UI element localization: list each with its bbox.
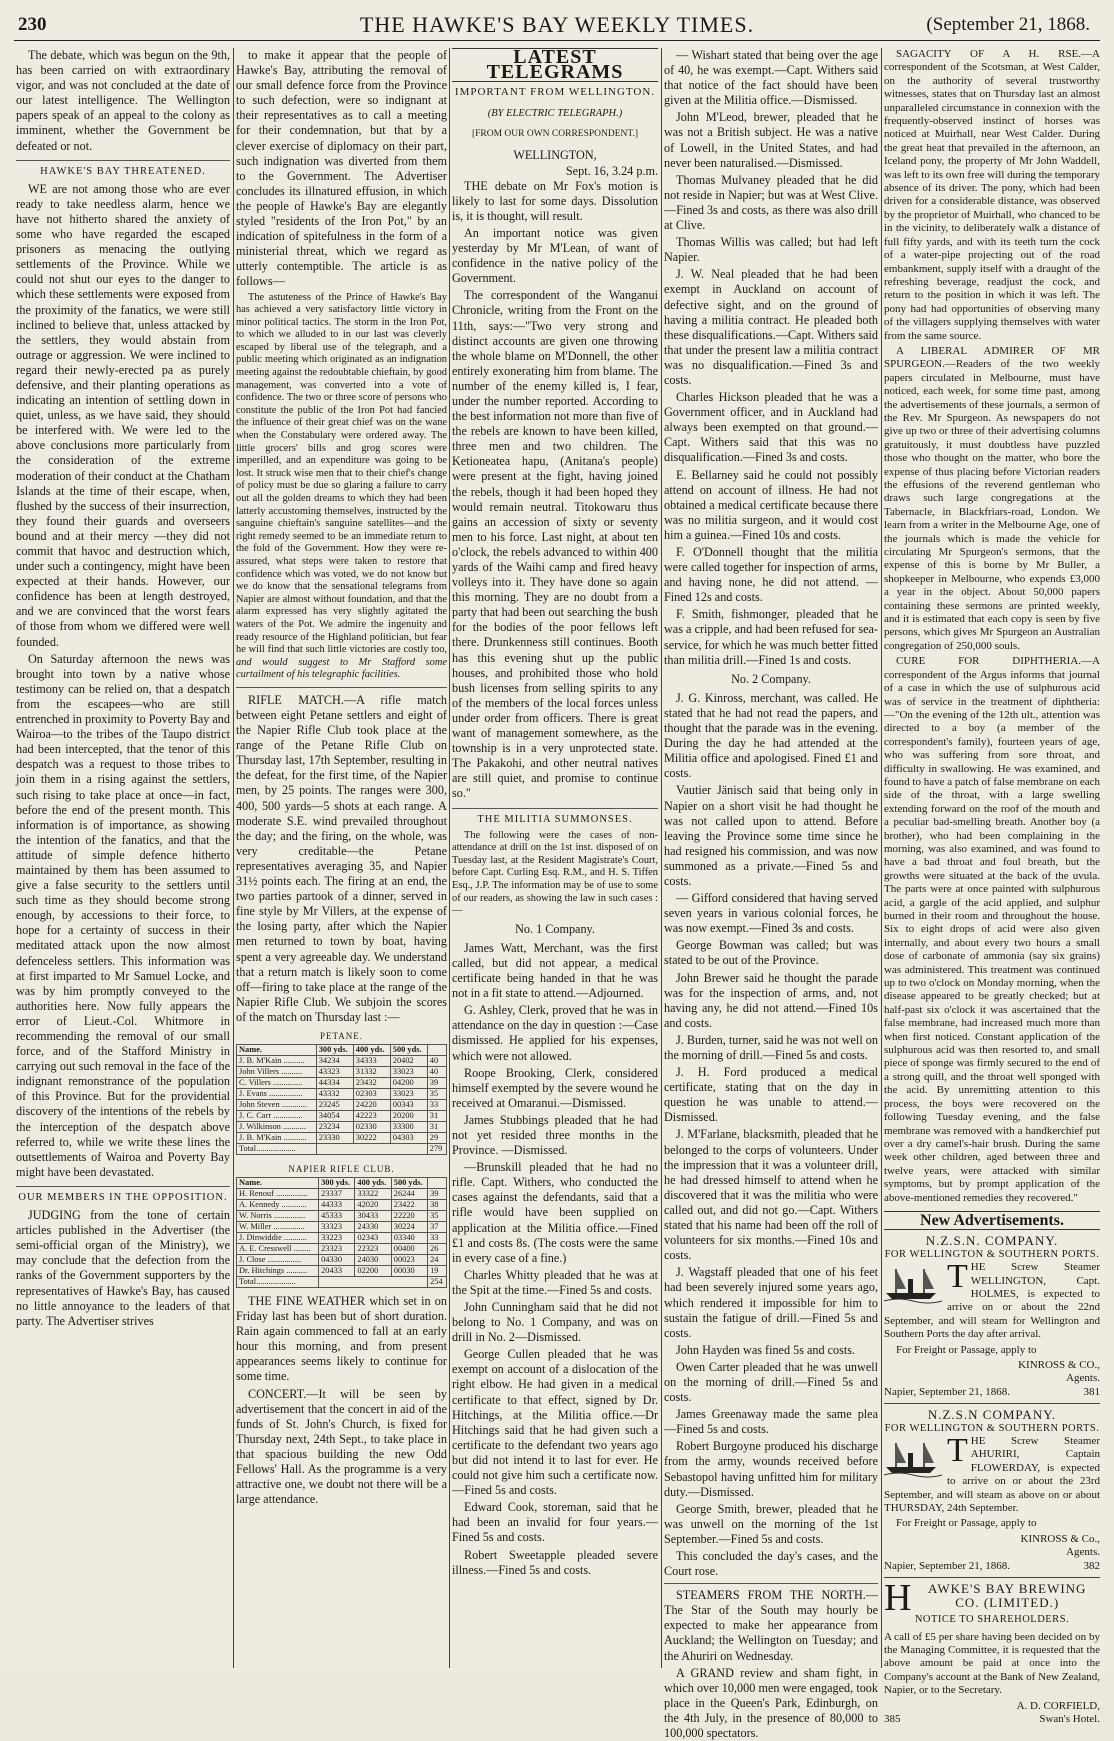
summonses-intro: The following were the cases of non-attendance at drill on the 1st inst. disposed of on Tuesday last, at the Resident Magistrate's Court, before Capt. Curling Esq. R.M., and H. S. Tiffen Esq., J.P. The information may be of use to some of our readers, as showing the law in such cases :— bbox=[452, 829, 658, 917]
table-cell: W. Norris ............... bbox=[237, 1210, 319, 1221]
table-row bbox=[237, 1188, 447, 1199]
ad-signer: A. D. CORFIELD, bbox=[1016, 1699, 1100, 1712]
table-cell: 43332 bbox=[316, 1088, 353, 1099]
case-paragraph: Thomas Mulvaney pleaded that he did not reside in Napier; but was at West Clive.—Fined 3s and costs, as there was also drill at Clive. bbox=[664, 172, 878, 233]
table-cell: W. Miller ............... bbox=[237, 1221, 319, 1232]
total-value: 279 bbox=[427, 1143, 446, 1154]
paragraph-text: —A correspondent of the Argus informs that journal of a case in which the use of sulphurous acid was of service in the treatment of diphtheria: —"On the evening of the 12th ult., attention was directed to a boy (a member of the correspondent's family), fourteen years of age, who was suffering from sore throat, and difficulty in swallowing. He was examined, and found to have a patch of false membrane on each side of the throat, with a large swelling extending forward on the roof of the mouth and a peculiar bad-smelling breath. Another boy (a brother), who had been complaining in the morning, was also examined, and was found to have a bad throat and foul breath, but the growths were situated at the back of the uvula. The parts were at once painted with sulphurous acid, a gargle of the acid applied, and sulphur burned in their room and throughout the house. Six to eight drops of acid were also given internally, and about every two hours a small dose of carbonate of ammonia (say six grains) was administered. This treatment was continued up to two o'clock on Monday morning, when the disease appeared to be greatly checked; but at half-past six o'clock it was ascertained that the false membrane, had increased much more than when first noticed. Constant application of the sulphurous acid was then resorted to, and small piece of sponge was firmly secured to the end of a strong quill, and the throat well sponged with the acid. By unremitting attention to this process, the boys were recovered on the following Tuesday evening, and the false membrane was removed with a handkerchief put over a dry camel's-hair brush. During the same week other children, aged between three and twelve years, were attacked with similar symptoms, but by prompt application of the above-mentioned remedies they recovered." bbox=[884, 655, 1100, 1204]
table-row bbox=[237, 1110, 447, 1121]
table-cell: 34333 bbox=[353, 1055, 390, 1066]
table-cell: Dr. Hitchings .......... bbox=[237, 1265, 319, 1276]
case-paragraph: J. M'Farlane, blacksmith, pleaded that he belonged to the corps of volunteers. Under the impression that it was a volunteer drill, he had dressed himself to attend when he discovered that it was the militia who were called out, and did not go.—Capt. Withers stated that his name had been off the roll of volunteers for six months.—Fined 10s and costs. bbox=[664, 1127, 878, 1263]
table-cell: 33223 bbox=[319, 1232, 355, 1243]
diphtheria-paragraph bbox=[884, 655, 1100, 1205]
case-paragraph: James Stubbings pleaded that he had not yet resided three months in the Province. —Dismissed. bbox=[452, 1112, 658, 1158]
fine-weather-paragraph bbox=[236, 1294, 447, 1385]
table-cell: 20402 bbox=[390, 1055, 427, 1066]
petane-score-table bbox=[236, 1028, 447, 1155]
table-cell: 30433 bbox=[355, 1210, 391, 1221]
case-paragraph: John Hayden was fined 5s and costs. bbox=[676, 1342, 856, 1357]
case-paragraph: —Brunskill pleaded that he had no rifle. Capt. Withers, who conducted the cases against the defendants, said that a rifle would have been supplied on application at the Militia office.—Fined £1 and costs 8s. (The costs were the same in every case of a fine.) bbox=[452, 1160, 658, 1265]
table-cell: 35 bbox=[427, 1088, 446, 1099]
table-cell: 33323 bbox=[319, 1221, 355, 1232]
advertisement-wellington bbox=[884, 1234, 1100, 1404]
table-cell: 02330 bbox=[353, 1121, 390, 1132]
table-cell: 39 bbox=[428, 1188, 447, 1199]
table-cell: J. B. M'Kain ........... bbox=[237, 1132, 317, 1143]
case-paragraph: George Cullen pleaded that he was exempt on account of a dislocation of the right elbow. He had given in a medical certificate to that effect, signed by Dr. Hitchings, at the Militia office.—Dr Hitchings said that he had given such a certificate to the defendant two years ago but did not intend it to last for ever. He could not give him such a certificate now. —Fined 5s and costs. bbox=[452, 1347, 658, 1498]
table-header: 300 yds. bbox=[316, 1044, 353, 1055]
table-cell: 26 bbox=[428, 1243, 447, 1254]
column-3 bbox=[452, 48, 658, 1668]
table-cell: 26244 bbox=[391, 1188, 427, 1199]
table-cell: J. Close ................ bbox=[237, 1254, 319, 1265]
table-cell: 23422 bbox=[391, 1199, 427, 1210]
table-cell: 23330 bbox=[316, 1132, 353, 1143]
table-total-row bbox=[237, 1143, 447, 1154]
paragraph-text: which set in on Friday last has been but of short duration. Rain again commenced to fall at an early hour this morning, and from present appearances seems likely to continue for some time. bbox=[236, 1293, 447, 1384]
ad-dropcap: H bbox=[884, 1577, 912, 1620]
table-row bbox=[237, 1254, 447, 1265]
table-cell: 33023 bbox=[390, 1088, 427, 1099]
table-cell: J. Evans ................ bbox=[237, 1088, 317, 1099]
table-row bbox=[237, 1199, 447, 1210]
ad-body: HE Screw Steamer WELLINGTON, Capt. HOLMES, is expected to arrive on or about the 22nd September, and will steam for Wellington and Southern Ports the day after arrival. bbox=[884, 1261, 1100, 1341]
paragraph-lead: A LIBERAL ADMIRER OF MR SPURGEON. bbox=[884, 344, 1100, 371]
quote-ending: and would suggest to Mr Stafford some curtailment of his telegraphic facilities. bbox=[236, 656, 447, 681]
paragraph-lead: THE FINE WEATHER bbox=[248, 1293, 366, 1308]
table-row bbox=[237, 1210, 447, 1221]
table-header: 400 yds. bbox=[355, 1177, 391, 1188]
table-cell: 02343 bbox=[355, 1232, 391, 1243]
table-cell: A. Kennedy ............ bbox=[237, 1199, 319, 1210]
case-paragraph: — Gifford considered that having served seven years in various colonial forces, he was now exempt.—Fined 3s and costs. bbox=[664, 891, 878, 936]
paragraph-text: —A correspondent of the Scotsman, at West Calder, on the authority of several trustworthy witnesses, states that on Thursday last an almost unparalleled circumstance in connexion with the frequently-observed instinct of horses was noticed at Muirhall, near West Calder. During the great heat that prevailed in the afternoon, an Iceland pony, the property of Mr John Waddell, was left to its own free will during the temporary absence of its driver. The pony, which had been driven for a considerable distance, was observed by the proprietor of Muirhall, who chanced to be in the vicinity, to deliberately walk a distance of full fifty yards, and with its teeth turn the cock of a water-pipe projecting out of the road embankment, supply itself with a draught of the refreshing beverage, readjust the cock, and return to the position in which it was left. The pony had had opportunities of observing many of the villagers supplying themselves with water from the same source. bbox=[884, 48, 1100, 342]
militia-summonses-heading: THE MILITIA SUMMONSES. bbox=[452, 808, 658, 827]
table-row bbox=[237, 1265, 447, 1276]
table-cell: 44333 bbox=[319, 1199, 355, 1210]
table-cell: 23323 bbox=[319, 1243, 355, 1254]
ad-number: 382 bbox=[1083, 1559, 1100, 1572]
table-cell: 31 bbox=[427, 1110, 446, 1121]
ad-number: 385 bbox=[884, 1712, 901, 1725]
rifle-match-paragraph bbox=[236, 693, 447, 1025]
table-cell: 37 bbox=[428, 1221, 447, 1232]
case-paragraph: John Cunningham said that he did not belong to No. 1 Company, and was on drill in No. 2—Dismissed. bbox=[452, 1300, 658, 1345]
ad-dateline: Napier, September 21, 1868. bbox=[884, 1559, 1011, 1572]
case-paragraph: G. Ashley, Clerk, proved that he was in attendance on the day in question :—Case dismissed. He applied for his expenses, which were not allowed. bbox=[452, 1003, 658, 1063]
case-paragraph: James Watt, Merchant, was the first called, but did not appear, a medical certificate being handed in that he was not in a fit state to attend.—Adjourned. bbox=[452, 940, 658, 1001]
table-cell: 34234 bbox=[316, 1055, 353, 1066]
hawkes-bay-threatened-heading: HAWKE'S BAY THREATENED. bbox=[16, 160, 230, 179]
review-paragraph bbox=[664, 1666, 878, 1741]
table-header bbox=[428, 1177, 447, 1188]
table-cell: 24220 bbox=[353, 1099, 390, 1110]
case-paragraph: George Bowman was called; but was stated to be out of the Province. bbox=[664, 938, 878, 968]
table-caption: NAPIER RIFLE CLUB. bbox=[288, 1163, 395, 1174]
case-paragraph: F. O'Donnell thought that the militia were called together for inspection of arms, and having none, he did not attend. —Fined 12s and costs. bbox=[664, 545, 878, 605]
table-cell: 42020 bbox=[355, 1199, 391, 1210]
article-paragraph: to make it appear that the people of Hawke's Bay, attributing the removal of our small defence force from the Province to such defection, were so indignant at their representatives as to call a meeting for their condemnation, but that by a clever exercise of diplomacy on their part, such indignation was diverted from them to the Government. The Advertiser concludes its illnatured effusion, in which the people of Hawke's Bay are elegantly styled "residents of the Iron Pot," by an indication of spitefulness in the form of a ministerial threat, which we regard as utterly contemptible. The article is as follows— bbox=[236, 48, 447, 289]
table-row bbox=[237, 1055, 447, 1066]
table-row bbox=[237, 1243, 447, 1254]
table-cell: H. Renouf ............... bbox=[237, 1188, 319, 1199]
dateline-place: WELLINGTON, bbox=[513, 148, 597, 163]
table-caption: PETANE. bbox=[319, 1030, 364, 1041]
steamship-icon bbox=[884, 1437, 942, 1477]
debate-paragraph: The debate, which was begun on the 9th, has been carried on with extraordinary vigor, and was not concluded at the date of our latest intelligence. The Wellington papers speak of an appeal to the colony as imminent, whether the Government be defeated or not. bbox=[16, 48, 230, 153]
table-cell bbox=[319, 1276, 428, 1287]
table-cell: 03340 bbox=[391, 1232, 427, 1243]
column-rule bbox=[233, 48, 234, 1668]
table-row bbox=[237, 1077, 447, 1088]
ad-notice: NOTICE TO SHAREHOLDERS. bbox=[914, 1614, 1070, 1626]
case-paragraph: J. H. Ford produced a medical certificate, stating that on the day in question he was unable to attend.—Dismissed. bbox=[664, 1065, 878, 1125]
table-row bbox=[237, 1121, 447, 1132]
table-cell: J. C. Carr .............. bbox=[237, 1110, 317, 1121]
telegram-paragraph: The correspondent of the Wanganui Chronicle, writing from the Front on the 11th, says:—"Two very strong and distinct accounts are given one throwing the whole blame on M'Donnell, the other entirely exonerating him from blame. The number of the enemy killed is, I fear, under the number reported. According to the best information not more than five of the rebels are known to have been killed, three men and two children. The Ketioneatea hapu, (Anitana's people) were present at the fight, having joined the rebels, though it had been hoped they would remain neutral. Titokowaru thus gains an accession of sixty or seventy men to his force. Last night, at about ten o'clock, the rebels advanced to within 400 yards of the Waihi camp and fired heavy volleys into it. They have done so again this morning. They are no doubt from a party that had been out searching the bush for the bodies of the poor fellows left there. Drunkenness still continues. Booth has this evening shut up the public houses, and prohibited those who hold bush licenses from selling spirits to any of the members of the local forces unless under order from officers. There is great want of management somewhere, as the township is in a very unprotected state. The Pakakohi, and other neutral natives are still quiet, and promise to continue so." bbox=[452, 288, 658, 801]
table-cell: 22323 bbox=[355, 1243, 391, 1254]
table-cell: 24330 bbox=[355, 1221, 391, 1232]
table-cell: 40 bbox=[427, 1066, 446, 1077]
ad-agents: Agents. bbox=[1066, 1546, 1100, 1559]
table-cell: J. Dinwiddie ........... bbox=[237, 1232, 319, 1243]
case-paragraph: Vautier Jänisch said that being only in Napier on a short visit he had thought he was not called upon to attend. Before leaving the Province some time since he had resigned his commission, and was now summoned as a private.—Fined 5s and costs. bbox=[664, 783, 878, 888]
table-cell: 30224 bbox=[391, 1221, 427, 1232]
table-cell: J. B. M'Kain .......... bbox=[237, 1055, 317, 1066]
table-cell: 44334 bbox=[316, 1077, 353, 1088]
table-header: 300 yds. bbox=[319, 1177, 355, 1188]
ad-company: N.Z.S.N. COMPANY. bbox=[925, 1233, 1059, 1249]
company-heading: No. 2 Company. bbox=[731, 671, 811, 686]
case-paragraph: F. Smith, fishmonger, pleaded that he was a cripple, and had been refused for sea-service, for which he was much better fitted than militia drill.—Fined 1s and costs. bbox=[664, 607, 878, 667]
table-cell: 31 bbox=[427, 1121, 446, 1132]
ad-freight: For Freight or Passage, apply to bbox=[896, 1517, 1037, 1530]
table-cell: 33300 bbox=[390, 1121, 427, 1132]
article-paragraph: WE are not among those who are ever ready to take needless alarm, hence we have not hitherto shared the anxiety of some who have regarded the escaped prisoners as menacing the outlying settlements of the Province. While we could not shut our eyes to the danger to which these settlements were exposed from the proximity of the fanatics, we were still inclined to believe that, unless attacked by the settlers, they would abstain from outrage or aggression. We were inclined to regard their newly-erected pa as purely defensive, and their planting operations as indicating an intention of settling down in quiet, unless, as we have said, they should be interfered with. We were led to the above conclusions more particularly from the consideration of the extreme moderation of their conduct at the Chatham Islands at the time of their escape, when, flushed by the success of their insurrection, they found their guards and overseers bound and at their mercy —they did not commit that havoc and destruction which, under such a contingency, might have been expected at their hands. However, our confidence has been at length destroyed, and we are convinced that the worst fears of those from whom we differed were well founded. bbox=[16, 181, 230, 649]
article-paragraph: On Saturday afternoon the news was brought into town by a native whose testimony can be relied on, that a despatch from the escapees—who are still entrenched in proximity to Poverty Bay and Wairoa—to the tribes of the Taupo district had been intercepted, that the tenor of this despatch was a request to those tribes to join them in a rising against the settlers, such rising to take place at once—in fact, before the end of the present month. This information is of importance, as showing the intention of the fanatics, and that the attitude of simple defence hitherto maintained by them has been assumed to give a false security to the settlers until such time as they should become strong enough, by accessions to their force, to hope for a certainty of success in their meditated attack upon the now almost defenceless settlers. This information was at first imparted to Mr Samuel Locke, and was by him promptly conveyed to the authorities here. Now fully appears the error of Lieut.-Col. Whitmore in recommending the removal of our small force, and of the Stafford Ministry in carrying out such removal in the face of the indignant remonstrance of the population of this Province. But for the providential discovery of the intentions of the rebels by the interception of the despatch above referred to, while we write these lines the outsettlements of Wairoa and Poverty Bay might have been devastated. bbox=[16, 651, 230, 1179]
case-paragraph: Charles Whitty pleaded that he was at the Spit at the time.—Fined 5s and costs. bbox=[452, 1267, 658, 1297]
table-cell: 02200 bbox=[355, 1265, 391, 1276]
table-cell: J. Wilkinson ........... bbox=[237, 1121, 317, 1132]
column-rule bbox=[881, 48, 882, 1668]
ad-place: Swan's Hotel. bbox=[1039, 1712, 1100, 1725]
table-cell: 30222 bbox=[353, 1132, 390, 1143]
ad-agent: KINROSS & Co., bbox=[1020, 1532, 1100, 1545]
table-cell: 39 bbox=[427, 1077, 446, 1088]
table-cell: 38 bbox=[428, 1199, 447, 1210]
case-paragraph: James Greenaway made the same plea —Fined 5s and costs. bbox=[664, 1407, 878, 1437]
telegraph-credit: (BY ELECTRIC TELEGRAPH.) bbox=[487, 108, 623, 120]
table-row bbox=[237, 1099, 447, 1110]
ad-freight: For Freight or Passage, apply to bbox=[896, 1343, 1037, 1356]
table-cell: 04303 bbox=[390, 1132, 427, 1143]
column-4 bbox=[664, 48, 879, 1741]
case-paragraph: J. Wagstaff pleaded that one of his feet had been severely injured some years ago, which rendered it impossible for him to sustain the fatigue of drill.—Fined 5s and costs. bbox=[664, 1265, 878, 1340]
paragraph-text: —A rifle match between eight Petane settlers and eight of the Napier Rifle Club took place at the range of the Petane Rifle Club on Thursday last, 17th September, resulting in the defeat, for the first time, of the Napier men, by 25 points. The ranges were 300, 400, 500 yards—5 shots at each range. A moderate S.E. wind prevailed throughout the day; and the firing, on the whole, was very creditable—the Petane representatives averaging 35, and Napier 31½ points each. The firing at an end, the two parties partook of a dinner, served in fine style by Mr Villers, at the expense of the losing party, after which the Napier men returned to town by boat, having spent a very agreeable day. We understand that a return match is likely soon to come off—firing to take place at the range of the Napier Rifle Club. We subjoin the scores of the match on Thursday last :— bbox=[236, 692, 447, 1024]
ad-body: A call of £5 per share having been decided on by the Managing Committee, it is requested that the above amount be paid at once into the Company's account at the Bank of New Zealand, Napier, or to the Secretary. bbox=[884, 1630, 1100, 1697]
table-cell: 00400 bbox=[391, 1243, 427, 1254]
case-paragraph: Thomas Willis was called; but had left Napier. bbox=[664, 235, 878, 265]
case-paragraph: — Wishart stated that being over the age of 40, he was exempt.—Capt. Withers said that notice of the fact should have been given at the Militia office.—Dismissed. bbox=[664, 48, 878, 108]
ad-dropcap: T bbox=[947, 1432, 968, 1470]
paragraph-lead: SAGACITY OF A H. RSE. bbox=[896, 48, 1082, 60]
paragraph-lead: CONCERT. bbox=[248, 1386, 307, 1401]
table-cell: 00343 bbox=[390, 1099, 427, 1110]
table-header: Name. bbox=[237, 1044, 317, 1055]
table-cell: John Steven ............ bbox=[237, 1099, 317, 1110]
case-paragraph: John Brewer said he thought the parade was for the inspection of arms, and, not having any, he did not attend.—Fined 10s and costs. bbox=[664, 970, 878, 1030]
table-cell: 33322 bbox=[355, 1188, 391, 1199]
steamers-paragraph bbox=[664, 1588, 878, 1663]
section-divider bbox=[236, 687, 447, 688]
paragraph-lead: CURE FOR DIPHTHERIA. bbox=[896, 655, 1082, 668]
table-cell: 23245 bbox=[316, 1099, 353, 1110]
table-cell: 45333 bbox=[319, 1210, 355, 1221]
ad-number: 381 bbox=[1083, 1385, 1100, 1398]
dateline-time: Sept. 16, 3.24 p.m. bbox=[565, 163, 658, 178]
table-cell: 35 bbox=[428, 1210, 447, 1221]
masthead bbox=[14, 8, 1100, 41]
telegram-paragraph: An important notice was given yesterday by Mr M'Lean, of want of confidence in the native policy of the Government. bbox=[452, 225, 658, 286]
table-cell: 23234 bbox=[316, 1121, 353, 1132]
spurgeon-paragraph bbox=[884, 345, 1100, 653]
case-paragraph: J. G. Kinross, merchant, was called. He stated that he had not read the papers, and thought that the parade was in the evening. During the day he had attended at the Militia office and apologised. Fined £1 and costs. bbox=[664, 690, 878, 781]
total-label: Total................... bbox=[237, 1276, 319, 1287]
table-row bbox=[237, 1132, 447, 1143]
paragraph-text: —The Star of the South may hourly be expected to make her appearance from Auckland; the Wellington on Tuesday; and the Ahuriri on Wednesday. bbox=[664, 1588, 878, 1663]
table-total-row bbox=[237, 1276, 447, 1287]
telegrams-subheading: IMPORTANT FROM WELLINGTON. bbox=[454, 86, 656, 99]
case-paragraph: J. W. Neal pleaded that he had been exempt in Auckland on account of defective sight, and on the ground of having a militia contract. He pleaded both these disqualifications.—Capt. Withers said that under the present law a militia contract was no disqualification.—Fined 3s and costs. bbox=[664, 267, 878, 387]
table-cell: 00030 bbox=[391, 1265, 427, 1276]
ad-dateline: Napier, September 21, 1868. bbox=[884, 1385, 1011, 1398]
members-opposition-heading: OUR MEMBERS IN THE OPPOSITION. bbox=[16, 1186, 230, 1205]
advertisement-ahuriri bbox=[884, 1408, 1100, 1578]
paragraph-lead: A GRAND bbox=[676, 1665, 734, 1680]
table-cell: 02303 bbox=[353, 1088, 390, 1099]
case-paragraph: George Smith, brewer, pleaded that he was unwell on the morning of the 1st September.—Fined 5s and costs. bbox=[664, 1501, 878, 1546]
table-header: 500 yds. bbox=[390, 1044, 427, 1055]
ad-route: FOR WELLINGTON & SOUTHERN PORTS. bbox=[884, 1422, 1100, 1434]
correspondent-credit: [FROM OUR OWN CORRESPONDENT.] bbox=[471, 129, 639, 140]
table-cell: 04330 bbox=[319, 1254, 355, 1265]
page-number: 230 bbox=[18, 14, 47, 35]
ad-agent: KINROSS & CO., bbox=[1018, 1359, 1100, 1371]
column-2 bbox=[236, 48, 447, 1668]
total-label: Total................... bbox=[237, 1143, 317, 1154]
table-header: 400 yds. bbox=[353, 1044, 390, 1055]
paragraph-lead: STEAMERS FROM THE NORTH. bbox=[676, 1588, 866, 1603]
horse-paragraph bbox=[884, 48, 1100, 343]
table-cell: 20200 bbox=[390, 1110, 427, 1121]
case-paragraph: Charles Hickson pleaded that he was a Government officer, and in Auckland had always been exempted on that ground.—Capt. Withers said that this was no disqualification.—Fined 3s and costs. bbox=[664, 390, 878, 465]
ad-route: FOR WELLINGTON & SOUTHERN PORTS. bbox=[884, 1248, 1100, 1260]
ad-company: N.Z.S.N COMPANY. bbox=[927, 1407, 1057, 1423]
case-paragraph: Robert Burgoyne produced his discharge from the army, wounds received before Sebastopol having unfitted him for military duty.—Dismissed. bbox=[664, 1439, 878, 1499]
steamship-icon bbox=[884, 1263, 942, 1303]
table-cell: 29 bbox=[427, 1132, 446, 1143]
case-paragraph: E. Bellarney said he could not possibly attend on account of illness. He had not obtained a medical certificate because there was no militia surgeon, and it would cost him a guinea.—Fined 10s and costs. bbox=[664, 467, 878, 542]
article-paragraph: JUDGING from the tone of certain articles published in the Advertiser (the semi-official organ of the Ministry), we may conclude that the defection from the ranks of the Government supporters by the representatives of Hawke's Bay, has caused no little annoyance to the leaders of that party. The Advertiser strives bbox=[16, 1208, 230, 1328]
table-cell: 23432 bbox=[353, 1077, 390, 1088]
table-header: 500 yds. bbox=[391, 1177, 427, 1188]
advertiser-quote bbox=[236, 292, 447, 682]
table-cell: 33023 bbox=[390, 1066, 427, 1077]
table-cell: 22220 bbox=[391, 1210, 427, 1221]
new-advertisements-heading: New Advertisements. bbox=[884, 1211, 1100, 1230]
case-paragraph: Roope Brooking, Clerk, considered himself exempted by the severe wound he received at Omaranui.—Dismissed. bbox=[452, 1065, 658, 1110]
case-paragraph: Robert Sweetapple pleaded severe illness.—Fined 5s and costs. bbox=[452, 1547, 658, 1577]
table-cell: 00023 bbox=[391, 1254, 427, 1265]
paragraph-text: —It will be seen by advertisement that the concert in aid of the funds of St. John's Church, is fixed for Thursday next, 24th Sept., to take place in that spacious building the new Odd Fellows' Hall. As the programme is a very attractive one, we doubt not there will be a large attendance. bbox=[236, 1386, 447, 1507]
issue-date: (September 21, 1868. bbox=[926, 14, 1090, 35]
table-cell: 24 bbox=[428, 1254, 447, 1265]
paragraph-text: —Readers of the two weekly papers circulated in Melbourne, must have noticed, each week, for some time past, among the advertisements of these journals, a sermon of the Rev. Mr Spurgeon. As newspapers do not give up two or three of their advertising columns gratuitously, it must doubtless have puzzled those who thought on the matter, who bore the expense of thus placing before Victorian readers the effusions of the reverend gentleman who draws such large congregations at the Tabernacle, in Blackfriars-road, London. We learn from a writer in the Melbourne Age, one of the journals which is made the vehicle for circulating Mr Spurgeon's sermons, that the expense of this is borne by Mr Buller, a shopkeeper in Melbourne, who expends £3,000 a year in the object. About 50,000 papers containing these sermons are printed weekly, and it is estimated that each copy is seen by five persons, which gives Mr Spurgeon an Australian congregation of 250,000 souls. bbox=[884, 358, 1100, 652]
ad-agents: Agents. bbox=[1066, 1372, 1100, 1385]
ad-title: AWKE'S BAY BREWING CO. (LIMITED.) bbox=[928, 1581, 1087, 1610]
column-rule bbox=[449, 48, 450, 1668]
column-rule bbox=[661, 48, 662, 1668]
paragraph-text: review and sham fight, in which over 10,000 men were engaged, took place in the Queen's Park, Edinburgh, on the 4th July, in the presence of 80,000 to 100,000 spectators. bbox=[664, 1665, 879, 1741]
table-cell: A. E. Cresswell ........ bbox=[237, 1243, 319, 1254]
ad-dropcap: T bbox=[947, 1258, 968, 1296]
napier-score-table bbox=[236, 1161, 447, 1288]
table-header: Name. bbox=[237, 1177, 319, 1188]
case-paragraph: John M'Leod, brewer, pleaded that he was not a British subject. He was a native of Lowell, in the United States, and had never been naturalised.—Dismissed. bbox=[664, 110, 878, 170]
company-heading: No. 1 Company. bbox=[515, 921, 595, 936]
table-cell bbox=[316, 1143, 427, 1154]
table-cell: 31332 bbox=[353, 1066, 390, 1077]
table-row bbox=[237, 1066, 447, 1077]
total-value: 254 bbox=[428, 1276, 447, 1287]
newspaper-title: THE HAWKE'S BAY WEEKLY TIMES. bbox=[359, 12, 755, 37]
table-cell: 20433 bbox=[319, 1265, 355, 1276]
table-cell: 04200 bbox=[390, 1077, 427, 1088]
case-paragraph: This concluded the day's cases, and the Court rose. bbox=[664, 1549, 878, 1579]
case-paragraph: Edward Cook, storeman, said that he had been an invalid for four years.—Fined 5s and costs. bbox=[452, 1500, 658, 1545]
telegram-paragraph: THE debate on Mr Fox's motion is likely to last for some days. Dissolution is, it is thought, will result. bbox=[452, 178, 658, 223]
table-cell: 19 bbox=[428, 1265, 447, 1276]
advertisement-brewing bbox=[884, 1577, 1100, 1726]
table-row bbox=[237, 1232, 447, 1243]
table-header bbox=[427, 1044, 446, 1055]
table-cell: 24030 bbox=[355, 1254, 391, 1265]
quote-text: The astuteness of the Prince of Hawke's Bay has achieved a very satisfactory little victory in minor political tactics. The storm in the Iron Pot, to which we alluded to in our last was cleverly escaped by liberal use of the telegraph, and a public meeting which originated as an indignation meeting against the redoubtable chieftain, by good management, was converted into a vote of confidence. The two or three score of persons who constitute the public of the Iron Pot had fancied the influence of their great chief was on the wane when the Constabulary were ordered away. The little grocers' bills and grog scores were imperilled, and an expenditure was going to be lost. It struck wise men that to their chief's change of policy must be due so glaring a failure to carry out all the golden dreams to which they had been latterly accustoming themselves, instructed by the sanguine chieftain's sanguine satellites—and the right remedy seemed to be an immediate return to the fold of the Government. How they were re-assured, what steps were taken to restore that confidence which was voted, we do not know but we do know that the sensational telegrams from Napier are almost without foundation, and that the alarm expressed has very slightly agitated the waters of the Pot. We admire the ingenuity and ready resource of the Highland politician, but fear he will find that such little victories are costly too, bbox=[236, 291, 447, 656]
table-cell: 33 bbox=[427, 1099, 446, 1110]
ad-body: HE Screw Steamer AHURIRI, Captain FLOWERDAY, is expected to arrive on or about the 23rd September, and will steam as above on or about THURSDAY, 24th September. bbox=[884, 1435, 1100, 1515]
section-divider bbox=[664, 1583, 878, 1584]
table-row bbox=[237, 1221, 447, 1232]
column-5 bbox=[884, 48, 1100, 1725]
table-cell: C. Villers .............. bbox=[237, 1077, 317, 1088]
case-paragraph: Owen Carter pleaded that he was unwell on the morning of drill.—Fined 5s and costs. bbox=[664, 1359, 878, 1405]
table-row bbox=[237, 1088, 447, 1099]
table-cell: 42223 bbox=[353, 1110, 390, 1121]
table-cell: John Villers .......... bbox=[237, 1066, 317, 1077]
paragraph-lead: RIFLE MATCH. bbox=[248, 692, 344, 707]
table-cell: 23337 bbox=[319, 1188, 355, 1199]
concert-paragraph bbox=[236, 1387, 447, 1508]
column-1 bbox=[16, 48, 230, 1668]
table-cell: 34054 bbox=[316, 1110, 353, 1121]
case-paragraph: J. Burden, turner, said he was not well on the morning of drill.—Fined 5s and costs. bbox=[664, 1032, 878, 1062]
table-cell: 43323 bbox=[316, 1066, 353, 1077]
latest-telegrams-heading: LATEST TELEGRAMS bbox=[452, 48, 658, 82]
table-cell: 33 bbox=[428, 1232, 447, 1243]
table-cell: 40 bbox=[427, 1055, 446, 1066]
